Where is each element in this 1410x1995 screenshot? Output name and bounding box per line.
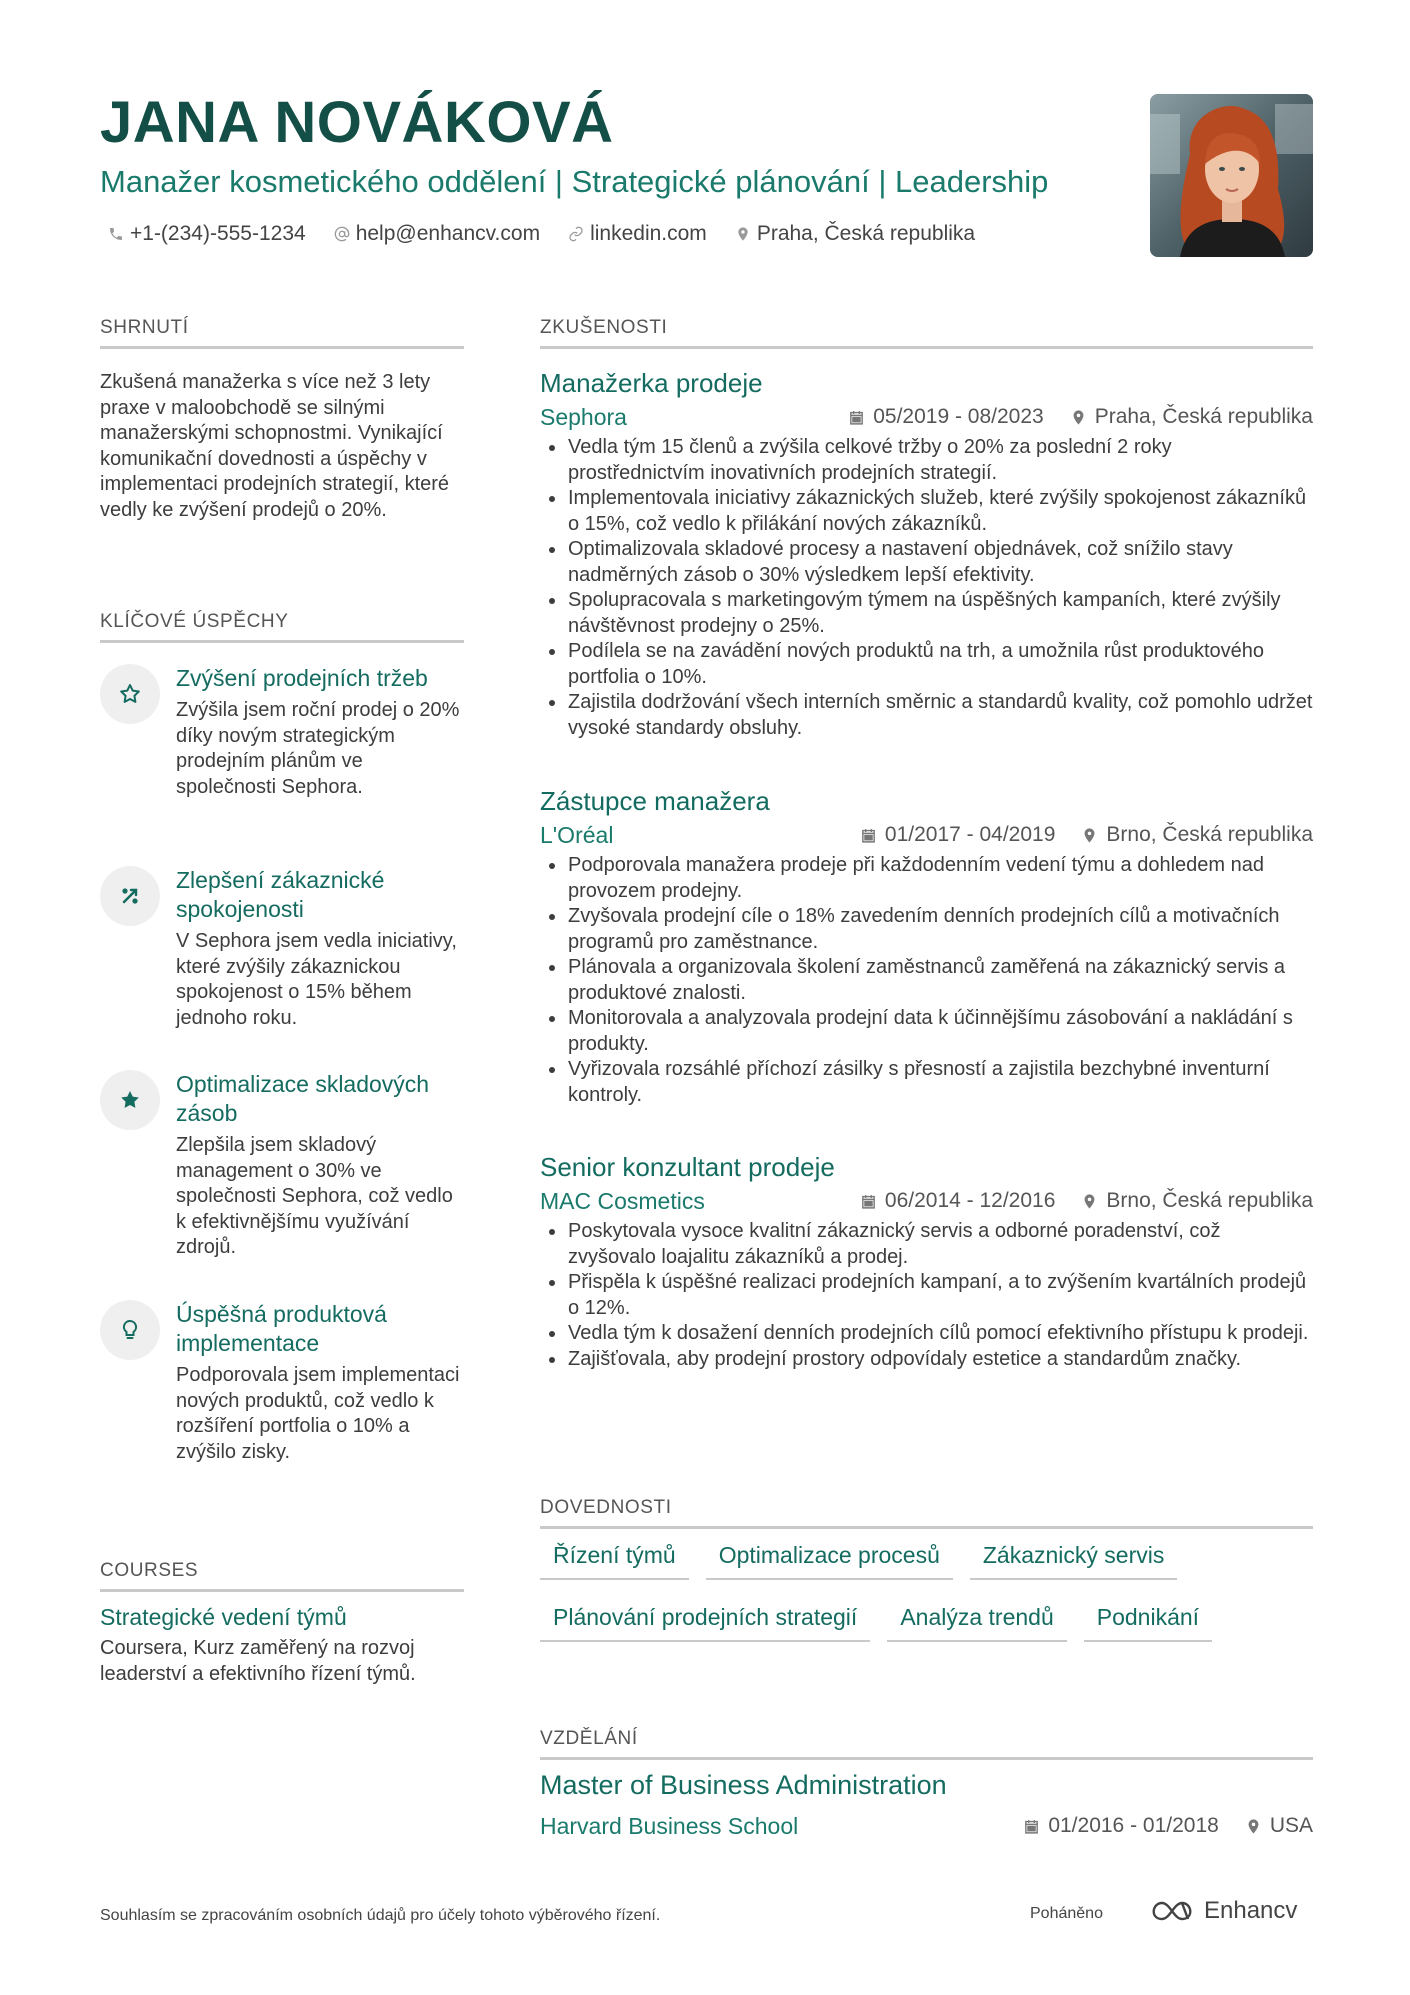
skills-list [540,1540,1313,1664]
calendar-icon [860,827,877,844]
job-dates: 01/2017 - 04/2019 [884,823,1056,846]
job-bullet: Plánovala a organizovala školení zaměstnanců zaměřená na zákaznický servis a produktové znalosti. [540,955,1313,1006]
job-dates: 06/2014 - 12/2016 [884,1189,1056,1212]
job-bullet: Implementovala iniciativy zákaznických služeb, které zvýšily spokojenost zákazníků o 15%, což vedlo k přilákání nových zákazníků. [540,486,1313,537]
job-bullets [540,435,1313,741]
job-title: Zástupce manažera [540,786,770,816]
job-bullets [540,853,1313,1108]
map-pin-icon [1081,1193,1098,1210]
brand-logo[interactable] [1148,1896,1297,1926]
job-entry [540,784,1313,1108]
achievement-desc: V Sephora jsem vedla iniciativy, které zvýšily zákaznickou spokojenost o 15% během jednoho roku. [176,930,457,1029]
job-bullet: Vedla tým k dosažení denních prodejních cílů pomocí efektivního přístupu k prodeji. [540,1321,1313,1347]
skill-tag: Řízení týmů [540,1540,689,1580]
course-desc: Coursera, Kurz zaměřený na rozvoj leaderství a efektivního řízení týmů. [100,1637,416,1685]
skill-tag: Analýza trendů [887,1602,1066,1642]
map-pin-icon [1070,409,1087,426]
achievement-title: Optimalizace skladových zásob [176,1071,430,1126]
achievements-heading: KLÍČOVÉ ÚSPĚCHY [100,610,464,643]
star-filled-icon [118,1088,142,1112]
courses-heading: COURSES [100,1559,464,1592]
linkedin-text: linkedin.com [590,222,707,245]
job-bullet: Monitorovala a analyzovala prodejní data k účinnějšímu zásobování a nakládání s produkty. [540,1006,1313,1057]
job-location: Praha, Česká republika [1094,405,1313,428]
job-bullet: Vyřizovala rozsáhlé příchozí zásilky s přesností a zajistila bezchybné inventurní kontroly. [540,1057,1313,1108]
job-bullet: Vedla tým 15 členů a zvýšila celkové tržby o 20% za poslední 2 roky prostřednictvím inovativních prodejních strategií. [540,435,1313,486]
course-title: Strategické vedení týmů [100,1604,347,1630]
contact-location [735,222,975,246]
calendar-icon [1023,1818,1040,1835]
at-icon [334,226,350,242]
percent-icon [118,884,142,908]
job-entry [540,1150,1313,1372]
job-bullet: Zajišťovala, aby prodejní prostory odpovídaly estetice a standardům značky. [540,1347,1313,1373]
job-bullet: Zvyšovala prodejní cíle o 18% zavedením denních prodejních cílů a motivačních programů pro zaměstnance. [540,904,1313,955]
edu-degree: Master of Business Administration [540,1770,947,1800]
contact-email[interactable] [334,222,540,246]
achievement-desc: Zvýšila jsem roční prodej o 20% díky novým strategickým prodejním plánům ve společnosti Sephora. [176,699,460,798]
map-pin-icon [735,226,751,242]
summary-text: Zkušená manažerka s více než 3 lety praxe v maloobchodě se silnými manažerskými schopnostmi. Vynikající komunikační dovednosti a úspěchy v implementaci prodejních strategií, které vedly ke zvýšení prodejů o 20%. [100,371,450,521]
location-text: Praha, Česká republika [756,222,976,245]
skill-tag: Zákaznický servis [970,1540,1177,1580]
calendar-icon [860,1193,877,1210]
education-heading: VZDĚLÁNÍ [540,1727,1313,1760]
job-bullet: Zajistila dodržování všech interních směrnic a standardů kvality, což pomohlo udržet vysoké standardy obsluhy. [540,690,1313,741]
job-bullet: Poskytovala vysoce kvalitní zákaznický servis a odborné poradenství, což zvyšovalo loajalitu zákazníků a prodej. [540,1219,1313,1270]
job-location: Brno, Česká republika [1106,823,1313,846]
map-pin-icon [1245,1818,1262,1835]
achievement-title: Úspěšná produktová implementace [176,1301,387,1356]
job-entry [540,366,1313,741]
job-bullet: Spolupracovala s marketingovým týmem na úspěšných kampaních, které zvýšily návštěvnost prodejny o 25%. [540,588,1313,639]
job-location: Brno, Česká republika [1106,1189,1313,1212]
map-pin-icon [1081,827,1098,844]
candidate-name: JANA NOVÁKOVÁ [100,90,614,155]
enhancv-logo-icon [1148,1898,1196,1924]
job-bullet: Podílela se na zavádění nových produktů na trh, a umožnila růst produktového portfolia o 10%. [540,639,1313,690]
achievement-desc: Podporovala jsem implementaci nových produktů, což vedlo k rozšíření portfolia o 10% a zvýšilo zisky. [176,1364,460,1463]
job-company: L'Oréal [540,822,614,848]
contact-phone[interactable] [108,222,306,246]
skill-tag: Plánování prodejních strategií [540,1602,870,1642]
achievement-title: Zlepšení zákaznické spokojenosti [176,867,385,922]
job-company: MAC Cosmetics [540,1188,705,1214]
consent-note: Souhlasím se zpracováním osobních údajů pro účely tohoto výběrového řízení. [100,1907,661,1924]
contact-bar [108,218,1003,250]
star-outline-icon [118,682,142,706]
phone-icon [108,226,124,242]
skills-heading: DOVEDNOSTI [540,1496,1313,1529]
experience-heading: ZKUŠENOSTI [540,316,1313,349]
candidate-headline: Manažer kosmetického oddělení | Strategické plánování | Leadership [100,164,1049,199]
job-bullet: Podporovala manažera prodeje při každodenním vedení týmu a dohledem nad provozem prodejny. [540,853,1313,904]
calendar-icon [848,409,865,426]
job-title: Manažerka prodeje [540,368,763,398]
skill-tag: Podnikání [1084,1602,1212,1642]
profile-photo [1150,94,1313,257]
edu-location: USA [1269,1814,1313,1837]
job-bullet: Přispěla k úspěšné realizaci prodejních kampaní, a to zvýšením kvartálních prodejů o 12%. [540,1270,1313,1321]
email-text: help@enhancv.com [355,222,541,245]
contact-linkedin[interactable] [568,222,707,246]
brand-name: Enhancv [1204,1897,1298,1924]
job-company: Sephora [540,404,627,430]
skill-tag: Optimalizace procesů [706,1540,953,1580]
link-icon [568,226,584,242]
edu-school: Harvard Business School [540,1813,799,1839]
edu-meta [540,1810,1313,1844]
job-bullets [540,1219,1313,1372]
job-title: Senior konzultant prodeje [540,1152,835,1182]
job-dates: 05/2019 - 08/2023 [873,405,1044,428]
powered-by-label: Poháněno [1030,1905,1103,1922]
summary-heading: SHRNUTÍ [100,316,464,349]
phone-text: +1-(234)-555-1234 [130,222,306,245]
achievement-desc: Zlepšila jsem skladový management o 30% ve společnosti Sephora, což vedlo k efektivnějšímu využívání zdrojů. [176,1134,453,1258]
job-bullet: Optimalizovala skladové procesy a nastavení objednávek, což snížilo stavy nadměrných zásob o 30% výsledkem lepší efektivity. [540,537,1313,588]
edu-dates: 01/2016 - 01/2018 [1048,1814,1219,1837]
achievement-title: Zvýšení prodejních tržeb [176,665,428,691]
lightbulb-icon [118,1318,142,1342]
